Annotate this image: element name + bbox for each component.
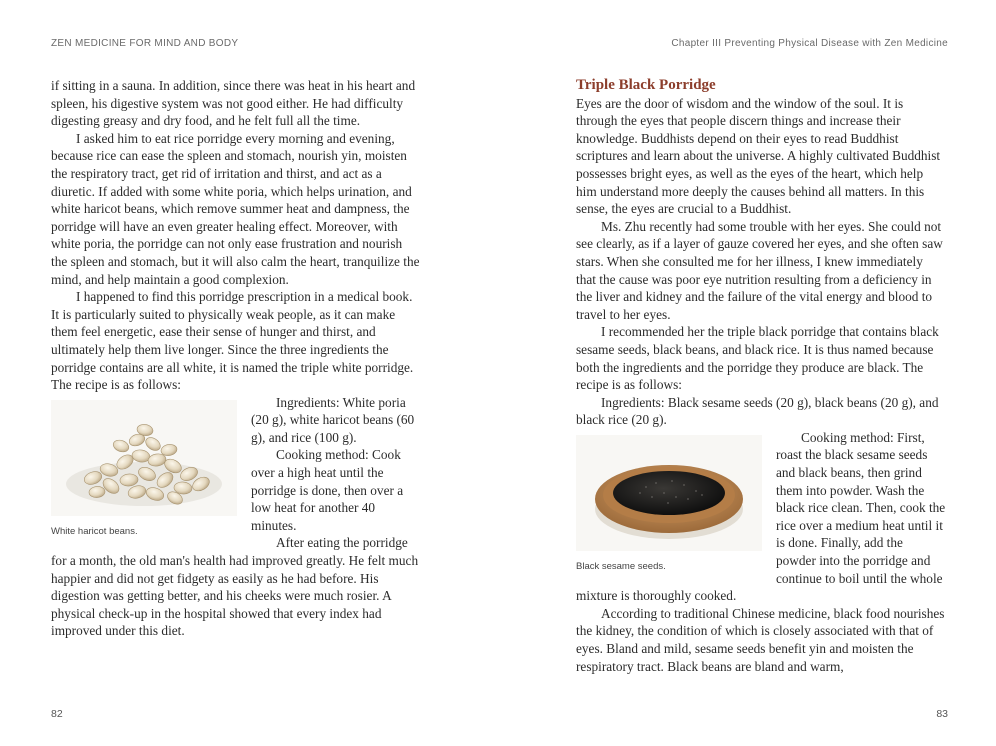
- sesame-seeds-figure: [576, 435, 762, 573]
- figure-caption: White haricot beans.: [51, 525, 138, 537]
- haricot-beans-image: [51, 400, 237, 516]
- paragraph: Cooking method: First, roast the black sesame seeds and black beans, then grind them into powder. Wash the black rice clean. Then, cook the rice over a medium heat until it is done. Finally, add the powder into the porridge and continue to boil until the whole mixture is thoroughly cooked.: [576, 429, 946, 604]
- sesame-seeds-photo: [576, 435, 762, 551]
- right-page-body: [576, 77, 946, 675]
- paragraph: I recommended her the triple black porridge that contains black sesame seeds, black beans, and black rice. It is thus named because both the ingredients and the porridge they produce are black. The recipe is as follows:: [576, 324, 939, 393]
- page-number-right: 83: [936, 708, 948, 720]
- figure-caption: Black sesame seeds.: [576, 560, 666, 572]
- paragraph: Ms. Zhu recently had some trouble with her eyes. She could not see clearly, as if a layer of gauze covered her eyes, and she often saw stars. When she consulted me for her illness, I knew immediately that the cause was poor eye nutrition resulting from a deficiency in the liver and kidney and the failure of the vital energy and blood to travel to her eyes.: [576, 218, 943, 322]
- paragraph: Ingredients: Black sesame seeds (20 g), black beans (20 g), and black rice (20 g).: [576, 394, 939, 428]
- paragraph: Cooking method: Cook over a high heat until the porridge is done, then over a low heat for another 40 minutes.: [251, 447, 404, 533]
- sesame-seeds-image: [576, 435, 762, 551]
- running-head-right: Chapter III Preventing Physical Disease with Zen Medicine: [671, 38, 948, 49]
- page-number-left: 82: [51, 708, 63, 720]
- left-page: [51, 0, 421, 746]
- paragraph: After eating the porridge for a month, the old man's health had improved greatly. He felt much happier and did not get fidgety as easily as he had before. His digestion was getting better, and his cheeks were much rosier. A physical check-up in the hospital showed that every index had improved under this diet.: [51, 535, 419, 639]
- paragraph: According to traditional Chinese medicine, black food nourishes the kidney, the condition of which is closely associated with that of eyes. Bland and mild, sesame seeds benefit yin and moisten the respiratory tract. Black beans are bland and warm,: [576, 605, 945, 674]
- paragraph: I happened to find this porridge prescription in a medical book. It is particularly suited to physically weak people, as it can make them feel energetic, ease their sense of hunger and thirst, and ultimately help them live longer. Since the three ingredients the porridge contains are all white, it is named the triple white porridge. The recipe is as follows:: [51, 289, 414, 393]
- paragraph: Ingredients: White poria (20 g), white haricot beans (60 g), and rice (100 g).: [251, 394, 415, 445]
- left-page-body: [51, 77, 421, 640]
- haricot-beans-figure: [51, 400, 237, 538]
- running-head-left: ZEN MEDICINE FOR MIND AND BODY: [51, 38, 239, 49]
- paragraph: I asked him to eat rice porridge every morning and evening, because rice can ease the spleen and stomach, nourish yin, moisten the respiratory tract, get rid of irritation and thirst, and act as a diuretic. If added with some white poria, which helps urination, and white haricot beans, which remove summer heat and dampness, the porridge will have an even greater healing effect. Moreover, with white poria, the porridge can not only ease frustration and nourish the spleen and stomach, but it will also calm the heart, tranquilize the mind, and help maintain a good complexion.: [51, 130, 420, 287]
- paragraph: Eyes are the door of wisdom and the window of the soul. It is through the eyes that people discern things and increase their knowledge. Buddhists depend on their eyes to read Buddhist scriptures and learn about the universe. A highly cultivated Buddhist possesses bright eyes, as well as the eyes of the heart, which help him understand more deeply the causes behind all matters. In this sense, the eyes are crucial to a Buddhist.: [576, 95, 941, 217]
- haricot-beans-photo: [51, 400, 237, 516]
- right-page: [576, 0, 946, 746]
- paragraph: if sitting in a sauna. In addition, since there was heat in his heart and spleen, his digestive system was not good either. He had difficulty digesting greasy and dry food, and he felt full all the time.: [51, 78, 416, 129]
- section-title: Triple Black Porridge: [576, 77, 716, 93]
